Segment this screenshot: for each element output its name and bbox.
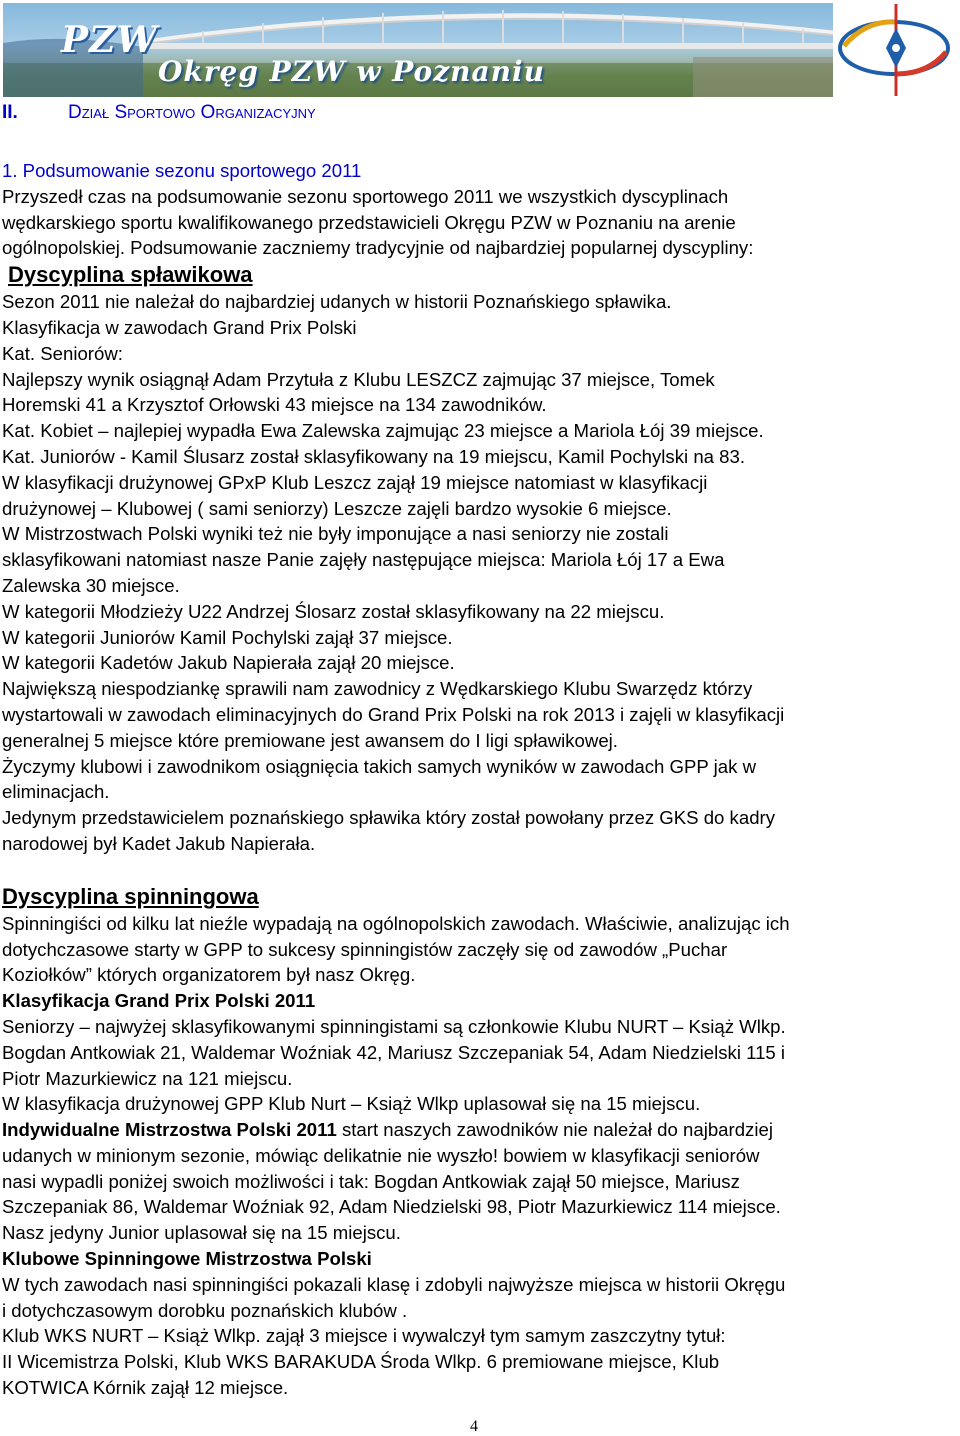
bold-inline-heading: Indywidualne Mistrzostwa Polski 2011 — [2, 1119, 337, 1141]
paragraph-line: Sezon 2011 nie należał do najbardziej udanych w historii Poznańskiego spławika. — [2, 291, 672, 313]
pzw-logo: PZW — [61, 19, 158, 61]
paragraph-line: dotychczasowe starty w GPP to sukcesy spinningistów zaczęły się od zawodów „Puchar — [2, 938, 728, 960]
bold-subheading — [2, 1246, 952, 1272]
header-banner — [3, 3, 833, 97]
paragraph-line: Jedynym przedstawicielem poznańskiego spławika który został powołany przez GKS do kadry — [2, 807, 776, 829]
compass-emblem-icon — [836, 0, 958, 100]
paragraph-line: Seniorzy – najwyżej sklasyfikowanymi spinningistami są członkowie Klubu NURT – Książ Wlkp. — [2, 1015, 786, 1037]
paragraph-line: drużynowej – Klubowej ( sami seniorzy) Leszcze zajęli bardzo wysokie 6 miejsce. — [2, 497, 672, 519]
paragraph-line: Spinningiści od kilku lat nieźle wypadają na ogólnopolskich zawodach. Właściwie, analizując ich — [2, 912, 790, 934]
paragraph-line: wędkarskiego sportu kwalifikowanego przedstawicieli Okręgu PZW w Poznaniu na arenie — [2, 211, 736, 233]
paragraph-line: W tych zawodach nasi spinningiści pokazali klasę i zdobyli najwyższe miejsca w historii Okręgu — [2, 1273, 786, 1295]
discipline-heading-spinning: Dyscyplina spinningowa — [2, 883, 259, 909]
subsection-title: 1. Podsumowanie sezonu sportowego 2011 — [2, 160, 362, 181]
paragraph-line: W kategorii Młodzieży U22 Andrzej Ślosarz został sklasyfikowany na 22 miejscu. — [2, 600, 665, 622]
paragraph-line: Klasyfikacja w zawodach Grand Prix Polski — [2, 316, 357, 338]
paragraph-line: Najlepszy wynik osiągnął Adam Przytuła z Klubu LESZCZ zajmując 37 miejsce, Tomek — [2, 368, 715, 390]
paragraph-line: Życzymy klubowi i zawodnikom osiągnięcia takich samych wyników w zawodach GPP jak w — [2, 755, 757, 777]
paragraph-line: udanych w minionym sezonie, mówiąc delikatnie nie wyszło! bowiem w klasyfikacji seniorów — [2, 1144, 760, 1166]
paragraph-line: W kategorii Juniorów Kamil Pochylski zajął 37 miejsce. — [2, 626, 453, 648]
banner-title: Okręg PZW w Poznaniu — [158, 55, 545, 88]
paragraph-line: Kat. Seniorów: — [2, 342, 123, 364]
section-heading — [2, 102, 316, 124]
paragraph-line: ogólnopolskiej. Podsumowanie zaczniemy tradycyjnie od najbardziej popularnej dyscypliny: — [2, 237, 754, 259]
paragraph-line: sklasyfikowani natomiast nasze Panie zajęły następujące miejsca: Mariola Łój 17 a Ewa — [2, 549, 725, 571]
paragraph-line: nasi wypadli poniżej swoich możliwości i tak: Bogdan Antkowiak zajął 50 miejsce, Mariusz — [2, 1170, 740, 1192]
bold-subheading-text: Klasyfikacja Grand Prix Polski 2011 — [2, 990, 316, 1012]
paragraph-line: Klub WKS NURT – Książ Wlkp. zajął 3 miejsce i wywalczył tym samym zaszczytny tytuł: — [2, 1325, 726, 1347]
paragraph-line: Przyszedł czas na podsumowanie sezonu sportowego 2011 we wszystkich dyscyplinach — [2, 185, 729, 207]
section-number: II. — [2, 102, 18, 123]
paragraph-line: narodowej był Kadet Jakub Napierała. — [2, 832, 316, 854]
paragraph-line: KOTWICA Kórnik zajął 12 miejsce. — [2, 1377, 289, 1399]
paragraph-line: Horemski 41 a Krzysztof Orłowski 43 miejsce na 134 zawodników. — [2, 394, 547, 416]
paragraph-line: wystartowali w zawodach eliminacyjnych do Grand Prix Polski na rok 2013 i zajęli w klasyfikacji — [2, 703, 785, 725]
paragraph-line: Kat. Kobiet – najlepiej wypadła Ewa Zalewska zajmując 23 miejsce a Mariola Łój 39 miejsce. — [2, 420, 764, 442]
paragraph-line: W Mistrzostwach Polski wyniki też nie były imponujące a nasi seniorzy nie zostali — [2, 523, 669, 545]
paragraph-line: i dotychczasowym dorobku poznańskich klubów . — [2, 1299, 408, 1321]
paragraph-line: eliminacjach. — [2, 781, 110, 803]
paragraph-line: Piotr Mazurkiewicz na 121 miejscu. — [2, 1067, 293, 1089]
paragraph-line: W klasyfikacji drużynowej GPxP Klub Leszcz zajął 19 miejsce natomiast w klasyfikacji — [2, 471, 708, 493]
spacer — [2, 857, 952, 883]
paragraph-line: Szczepaniak 86, Waldemar Woźniak 92, Adam Niedzielski 98, Piotr Mazurkiewicz 114 miejsce. — [2, 1196, 781, 1218]
paragraph-line: Nasz jedyny Junior uplasował się na 15 miejscu. — [2, 1222, 401, 1244]
paragraph-line: W klasyfikacja drużynowej GPP Klub Nurt – Książ Wlkp uplasował się na 15 miejscu. — [2, 1093, 701, 1115]
paragraph-line: W kategorii Kadetów Jakub Napierała zajął 20 miejsce. — [2, 652, 455, 674]
paragraph-line: Zalewska 30 miejsce. — [2, 574, 180, 596]
paragraph-line: Koziołków” których organizatorem był nasz Okręg. — [2, 964, 416, 986]
paragraph-line: generalnej 5 miejsce które premiowane jest awansem do I ligi spławikowej. — [2, 729, 618, 751]
paragraph-line: Bogdan Antkowiak 21, Waldemar Woźniak 42, Mariusz Szczepaniak 54, Adam Niedzielski 115 i — [2, 1041, 786, 1063]
discipline-heading-float: Dyscyplina spławikowa — [8, 262, 253, 288]
bold-subheading-text: Klubowe Spinningowe Mistrzostwa Polski — [2, 1248, 372, 1270]
document-body — [2, 158, 952, 1401]
bold-subheading — [2, 988, 952, 1014]
paragraph-line: Kat. Juniorów - Kamil Ślusarz został sklasyfikowany na 19 miejscu, Kamil Pochylski na 83. — [2, 445, 746, 467]
paragraph-line — [2, 1117, 952, 1143]
paragraph-line: II Wicemistrza Polski, Klub WKS BARAKUDA Środa Wlkp. 6 premiowane miejsce, Klub — [2, 1351, 720, 1373]
paragraph-line: Największą niespodziankę sprawili nam zawodnicy z Wędkarskiego Klubu Swarzędz którzy — [2, 678, 753, 700]
page-number: 4 — [470, 1418, 478, 1435]
inline-text: start naszych zawodników nie należał do najbardziej — [336, 1119, 773, 1141]
section-title: Dział Sportowo Organizacyjny — [68, 102, 316, 123]
